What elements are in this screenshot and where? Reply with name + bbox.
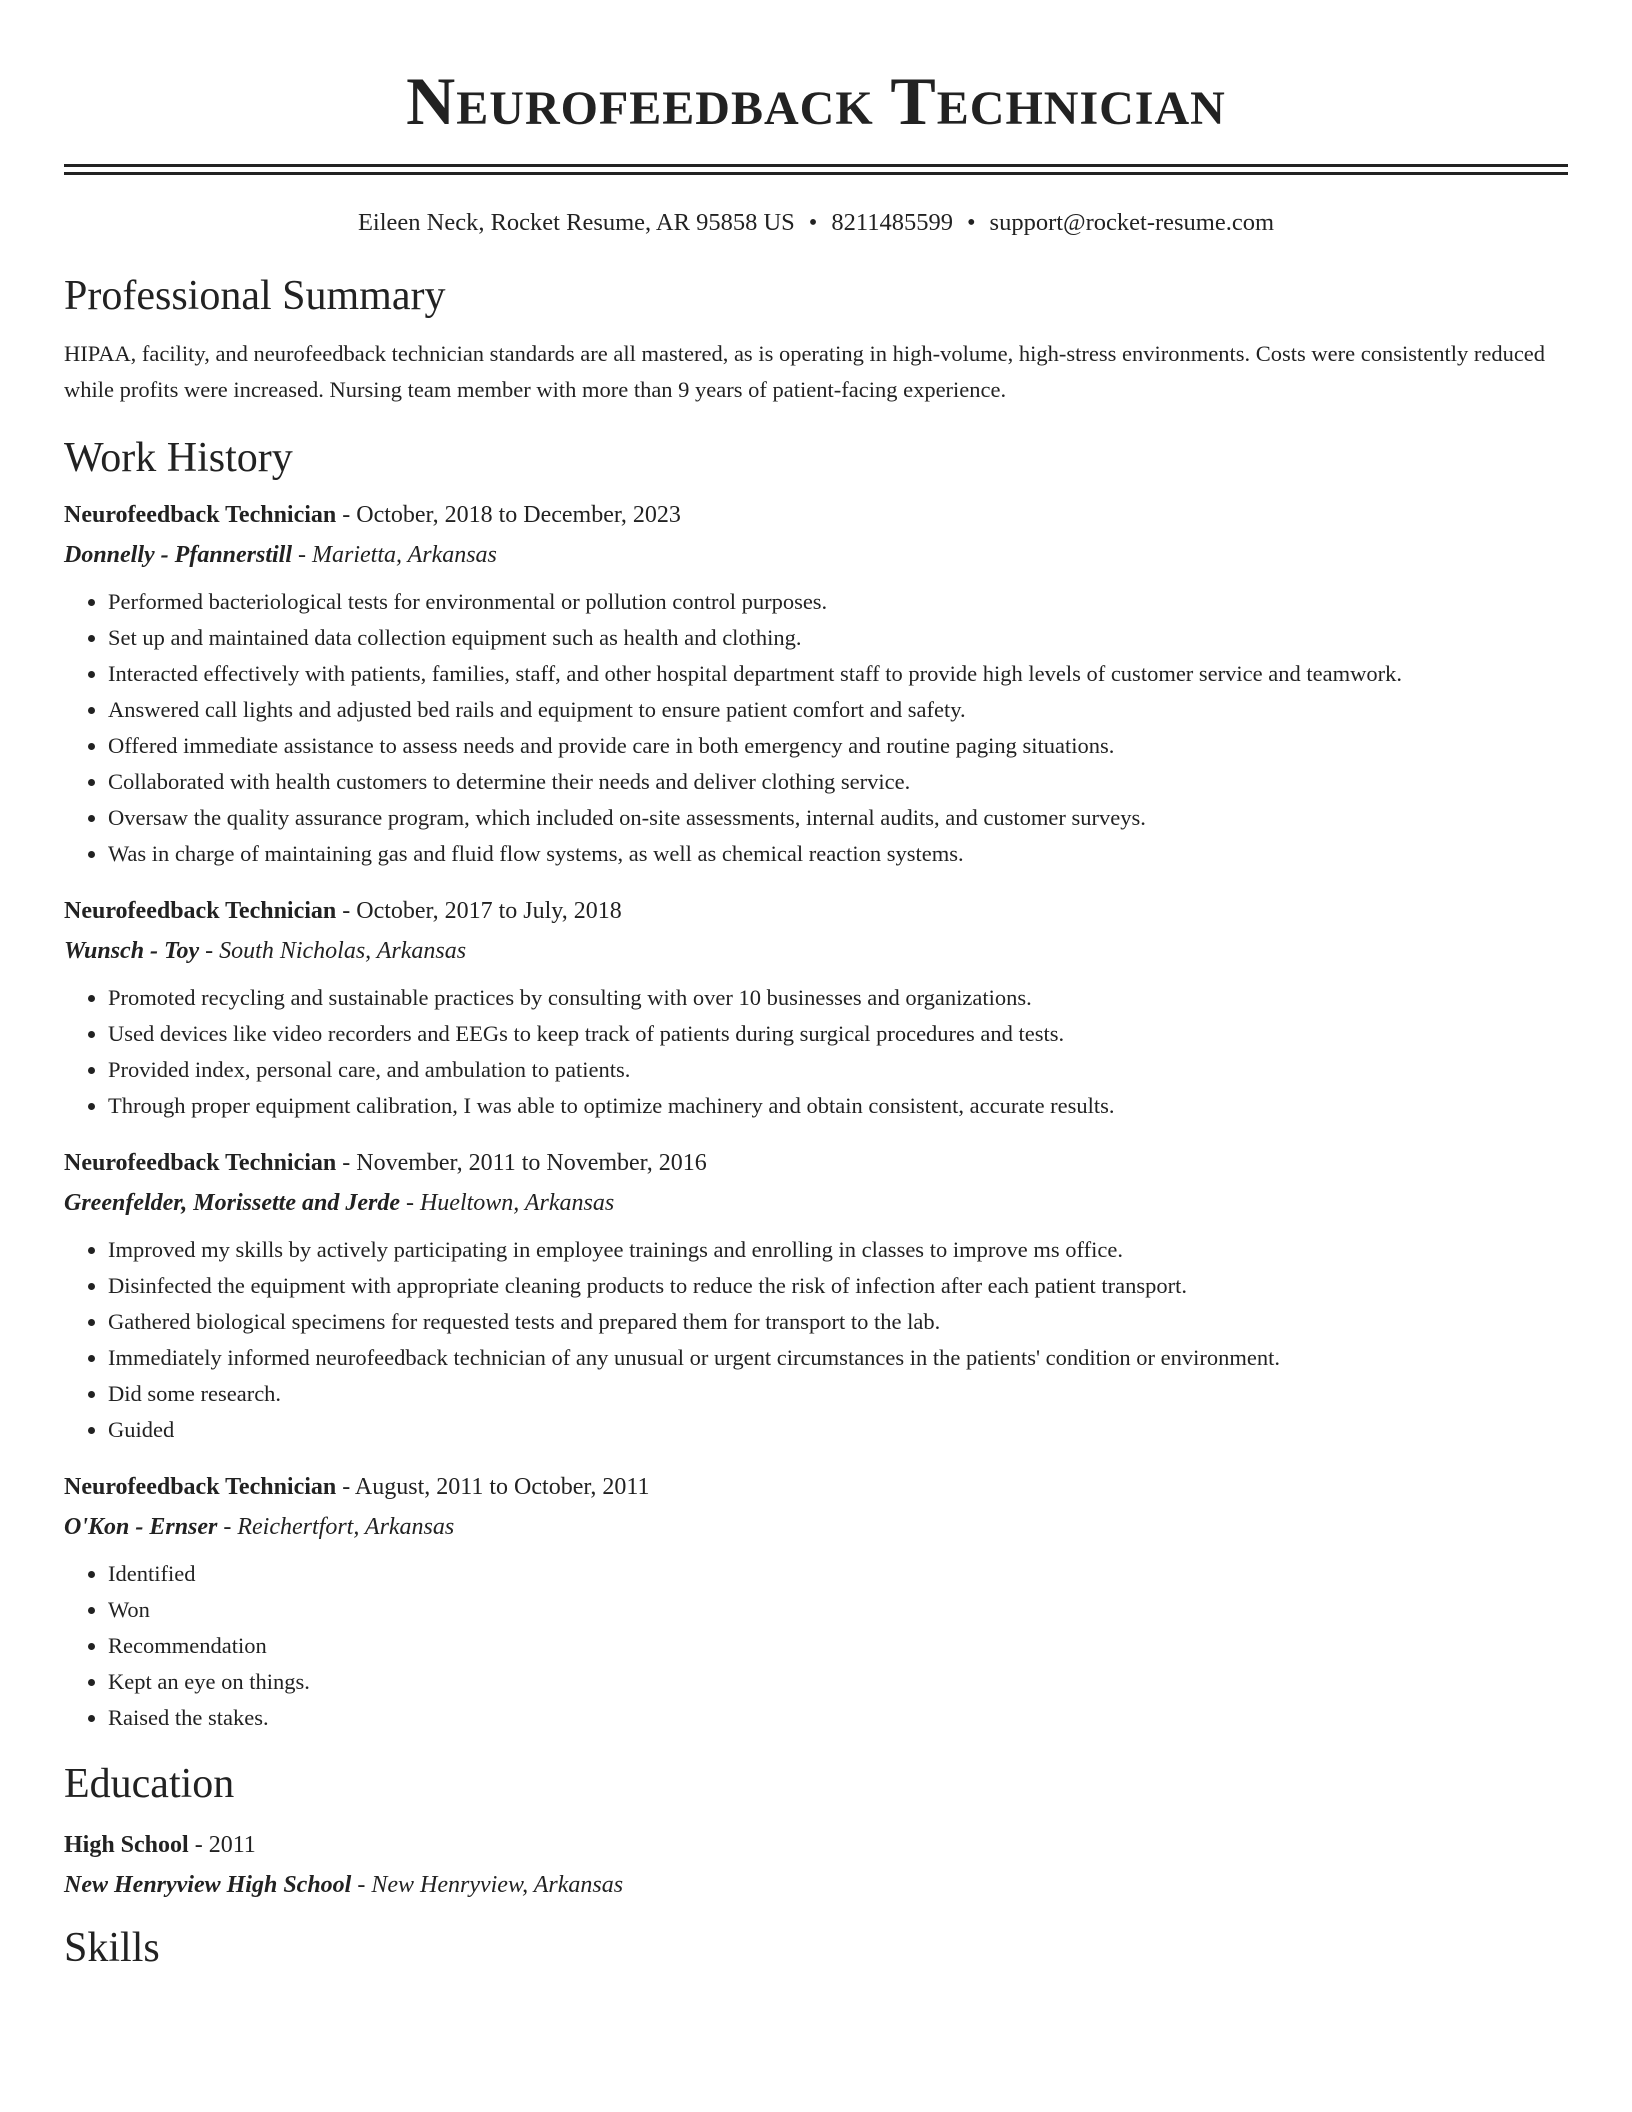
job-dates: - October, 2017 to July, 2018 (336, 898, 622, 924)
title-double-rule (64, 164, 1568, 175)
education-heading: Education (64, 1761, 235, 1807)
job-employer (64, 1186, 1568, 1220)
company-location: - Reichertfort, Arkansas (217, 1514, 455, 1540)
company-name: O'Kon - Ernser (64, 1514, 218, 1540)
skills-heading: Skills (64, 1925, 160, 1971)
resume-title: Neurofeedback Technician (406, 63, 1226, 139)
job-header (64, 1146, 1568, 1180)
education-year: - 2011 (188, 1832, 256, 1858)
company-name: Wunsch - Toy (64, 938, 200, 964)
job-title: Neurofeedback Technician (64, 502, 337, 528)
company-location: - South Nicholas, Arkansas (199, 938, 467, 964)
education-entry (64, 1828, 1568, 1902)
job-employer (64, 538, 1568, 572)
work-history-heading: Work History (64, 435, 293, 481)
list-item: • Provided index, personal care, and ambulation to patients. (108, 1052, 1568, 1088)
contact-separator: • (966, 209, 976, 236)
education-header (64, 1828, 1568, 1862)
list-item: • Set up and maintained data collection equipment such as health and clothing. (108, 620, 1568, 656)
school-name: New Henryview High School (64, 1872, 352, 1898)
list-item: • Interacted effectively with patients, families, staff, and other hospital department staff to provide high levels of customer service and teamwork. (108, 656, 1568, 692)
list-item: • Was in charge of maintaining gas and fluid flow systems, as well as chemical reaction systems. (108, 836, 1568, 872)
contact-email: support@rocket-resume.com (989, 209, 1275, 236)
list-item: • Recommendation (108, 1628, 1568, 1664)
job-bullet-list (64, 1232, 1568, 1448)
work-history-list (64, 498, 1568, 1736)
list-item: • Used devices like video recorders and EEGs to keep track of patients during surgical procedures and tests. (108, 1016, 1568, 1052)
contact-separator: • (808, 209, 818, 236)
job-title: Neurofeedback Technician (64, 898, 337, 924)
job-title: Neurofeedback Technician (64, 1150, 337, 1176)
job-dates: - August, 2011 to October, 2011 (336, 1474, 650, 1500)
list-item: • Improved my skills by actively participating in employee trainings and enrolling in classes to improve ms office. (108, 1232, 1568, 1268)
list-item: • Offered immediate assistance to assess needs and provide care in both emergency and routine paging situations. (108, 728, 1568, 764)
job-title: Neurofeedback Technician (64, 1474, 337, 1500)
list-item: • Raised the stakes. (108, 1700, 1568, 1736)
contact-phone: 8211485599 (831, 209, 953, 236)
job-dates: - October, 2018 to December, 2023 (336, 502, 681, 528)
job-entry (64, 498, 1568, 872)
contact-address: Eileen Neck, Rocket Resume, AR 95858 US (357, 209, 795, 236)
list-item: • Through proper equipment calibration, I was able to optimize machinery and obtain consistent, accurate results. (108, 1088, 1568, 1124)
list-item: • Collaborated with health customers to determine their needs and deliver clothing service. (108, 764, 1568, 800)
job-employer (64, 934, 1568, 968)
job-header (64, 894, 1568, 928)
job-employer (64, 1510, 1568, 1544)
job-header (64, 498, 1568, 532)
list-item: • Did some research. (108, 1376, 1568, 1412)
job-bullet-list (64, 1556, 1568, 1736)
job-entry (64, 894, 1568, 1124)
list-item: • Identified (108, 1556, 1568, 1592)
company-location: - Marietta, Arkansas (292, 542, 497, 568)
summary-heading: Professional Summary (64, 273, 446, 319)
list-item: • Answered call lights and adjusted bed rails and equipment to ensure patient comfort and safety. (108, 692, 1568, 728)
company-name: Greenfelder, Morissette and Jerde (64, 1190, 400, 1216)
company-location: - Hueltown, Arkansas (399, 1190, 615, 1216)
education-degree: High School (64, 1832, 189, 1858)
list-item: • Disinfected the equipment with appropriate cleaning products to reduce the risk of infection after each patient transport. (108, 1268, 1568, 1304)
list-item: • Guided (108, 1412, 1568, 1448)
list-item: • Won (108, 1592, 1568, 1628)
company-name: Donnelly - Pfannerstill (64, 542, 293, 568)
education-school-line (64, 1868, 1568, 1902)
job-entry (64, 1146, 1568, 1448)
contact-line (64, 206, 1568, 240)
job-bullet-list (64, 980, 1568, 1124)
list-item: • Immediately informed neurofeedback technician of any unusual or urgent circumstances in the patients' condition or environment. (108, 1340, 1568, 1376)
job-entry (64, 1470, 1568, 1736)
list-item: • Kept an eye on things. (108, 1664, 1568, 1700)
list-item: • Oversaw the quality assurance program, which included on-site assessments, internal audits, and customer surveys. (108, 800, 1568, 836)
school-location: - New Henryview, Arkansas (351, 1872, 624, 1898)
list-item: • Promoted recycling and sustainable practices by consulting with over 10 businesses and organizations. (108, 980, 1568, 1016)
list-item: • Performed bacteriological tests for environmental or pollution control purposes. (108, 584, 1568, 620)
job-header (64, 1470, 1568, 1504)
summary-text: HIPAA, facility, and neurofeedback technician standards are all mastered, as is operating in high-volume, high-stress environments. Costs were consistently reduced while profits were increased. Nursing team member with more than 9 years of patient-facing experience. (64, 341, 1546, 402)
list-item: • Gathered biological specimens for requested tests and prepared them for transport to the lab. (108, 1304, 1568, 1340)
job-bullet-list (64, 584, 1568, 872)
job-dates: - November, 2011 to November, 2016 (336, 1150, 707, 1176)
